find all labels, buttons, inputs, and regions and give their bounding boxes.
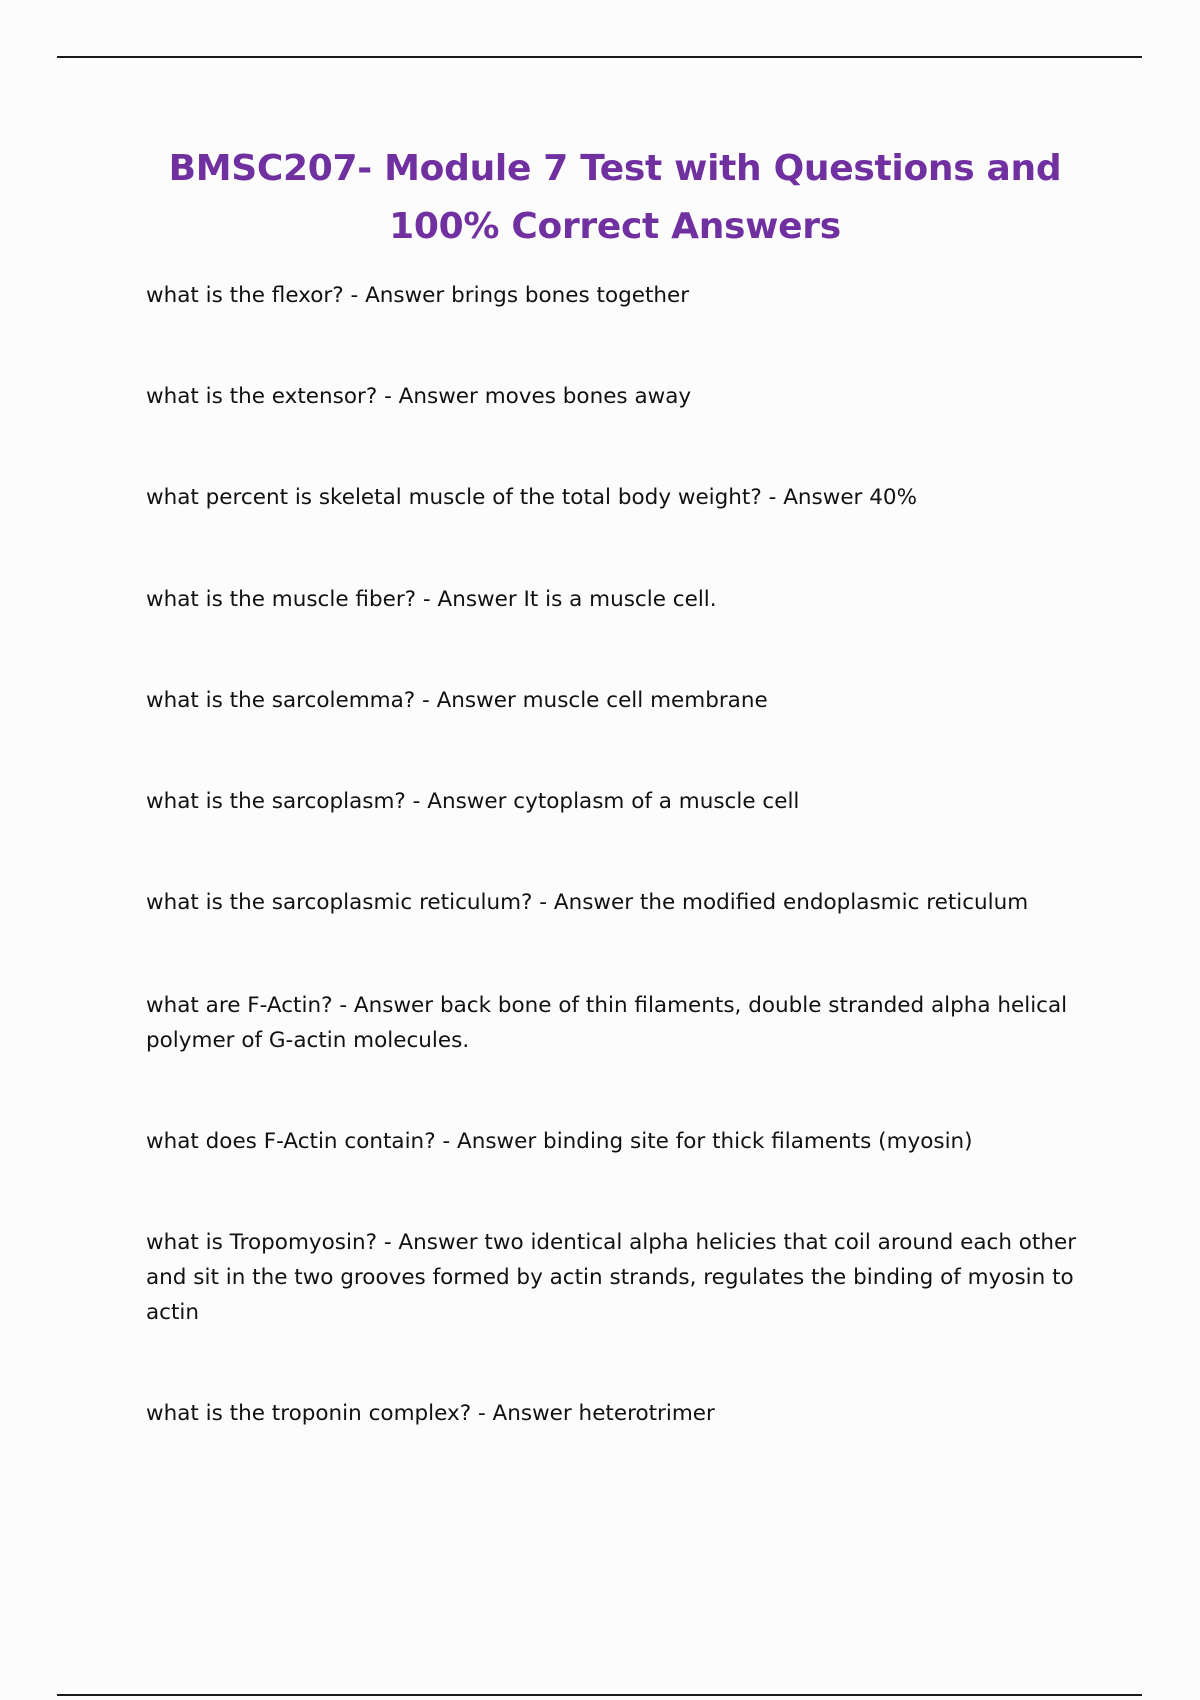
qa-item: what is the extensor? - Answer moves bones away (146, 384, 692, 409)
qa-item: what is the sarcoplasm? - Answer cytoplasm of a muscle cell (146, 789, 800, 814)
document-title: BMSC207- Module 7 Test with Questions and 100% Correct Answers (168, 148, 1062, 247)
qa-item: what is the sarcoplasmic reticulum? - Answer the modified endoplasmic reticulum (146, 890, 1029, 915)
qa-item: what is the flexor? - Answer brings bones together (146, 283, 690, 308)
qa-item: what are F-Actin? - Answer back bone of thin filaments, double stranded alpha helical polymer of G-actin molecules. (146, 993, 1068, 1053)
qa-item: what is Tropomyosin? - Answer two identical alpha helicies that coil around each other and sit in the two grooves formed by actin strands, regulates the binding of myosin to actin (146, 1230, 1077, 1325)
qa-item: what is the sarcolemma? - Answer muscle cell membrane (146, 688, 768, 713)
qa-item: what is the muscle fiber? - Answer It is a muscle cell. (146, 587, 717, 612)
bottom-rule (57, 1694, 1142, 1696)
top-rule (57, 56, 1142, 58)
qa-item: what percent is skeletal muscle of the total body weight? - Answer 40% (146, 485, 918, 510)
qa-item: what does F-Actin contain? - Answer binding site for thick filaments (myosin) (146, 1129, 973, 1154)
qa-item: what is the troponin complex? - Answer heterotrimer (146, 1401, 715, 1426)
